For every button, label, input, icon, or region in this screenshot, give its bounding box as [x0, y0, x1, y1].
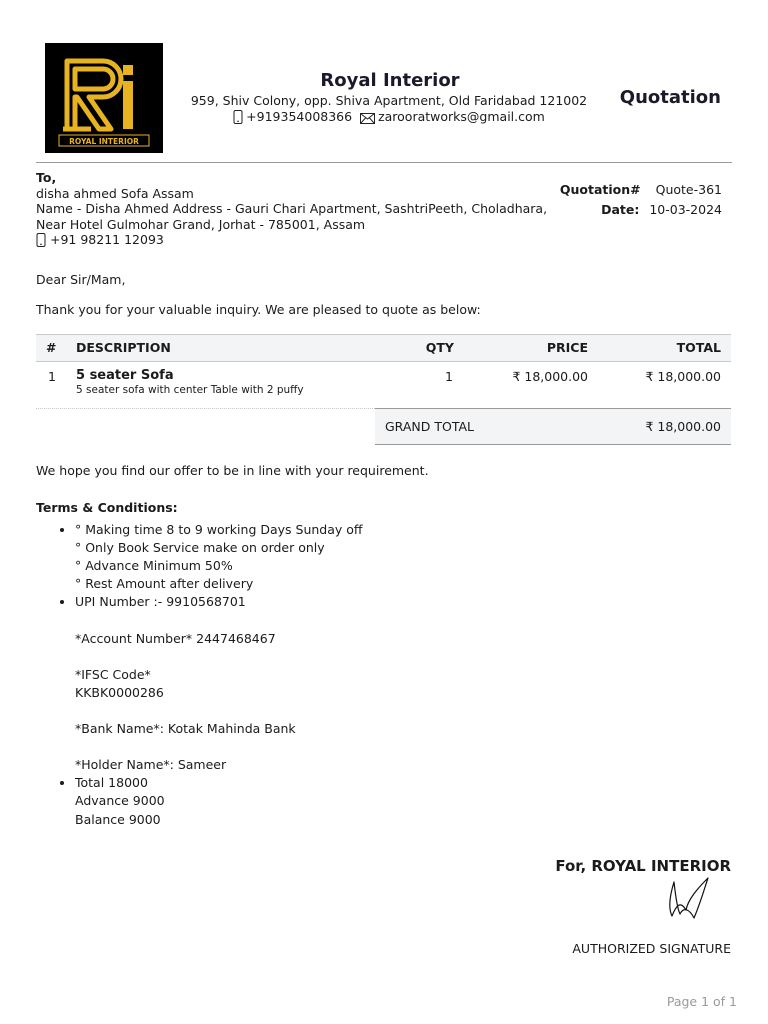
intro-text: Thank you for your valuable inquiry. We are pleased to quote as below:	[36, 302, 481, 317]
customer-phone: +91 98211 12093	[50, 232, 164, 247]
logo-wordmark: ROYAL INTERIOR	[69, 137, 139, 146]
column-header-price: PRICE	[546, 340, 588, 355]
item-title: 5 seater Sofa	[76, 368, 174, 383]
greeting: Dear Sir/Mam,	[36, 272, 126, 287]
company-email: zarooratworks@gmail.com	[378, 109, 545, 124]
items-table-header	[36, 334, 731, 362]
signature-image	[660, 870, 720, 925]
page-number: Page 1 of 1	[666, 994, 737, 1009]
term-line: • Total 18000	[75, 775, 148, 791]
company-name: Royal Interior	[320, 70, 460, 91]
company-phone: +919354008366	[246, 109, 353, 124]
contact-line	[180, 109, 598, 124]
term-line: KKBK0000286	[75, 684, 164, 700]
company-logo	[45, 43, 163, 153]
terms-list	[36, 521, 575, 829]
term-line: • ° Making time 8 to 9 working Days Sunday off	[75, 522, 363, 537]
date-value: 10-03-2024	[649, 202, 722, 217]
date-label: Date:	[601, 202, 640, 217]
header-divider	[36, 162, 732, 163]
term-line: *Account Number* 2447468467	[75, 630, 276, 646]
column-header-qty: QTY	[425, 340, 454, 355]
customer-name: disha ahmed Sofa Assam	[36, 185, 194, 201]
document-title: Quotation	[619, 87, 721, 108]
list-item	[75, 521, 575, 593]
mobile-phone-icon	[36, 233, 46, 247]
list-item	[75, 774, 575, 828]
term-line	[75, 611, 575, 629]
term-line: ° Advance Minimum 50%	[75, 558, 233, 574]
column-header-number: #	[46, 340, 57, 355]
term-line	[75, 702, 575, 720]
term-line: Balance 9000	[75, 811, 161, 827]
row-total: ₹ 18,000.00	[645, 369, 721, 384]
customer-phone-line	[36, 232, 547, 248]
grand-total-row	[375, 408, 731, 445]
item-description: 5 seater sofa with center Table with 2 puffy	[76, 384, 304, 396]
bill-to-block	[36, 170, 547, 248]
term-line: • UPI Number :- 9910568701	[75, 594, 246, 610]
closing-text: We hope you find our offer to be in line with your requirement.	[36, 463, 429, 478]
table-row	[36, 361, 731, 409]
term-line: *IFSC Code*	[75, 666, 151, 682]
term-line: ° Only Book Service make on order only	[75, 540, 325, 556]
terms-title: Terms & Conditions:	[36, 500, 178, 515]
quotation-meta	[560, 180, 722, 220]
list-item	[75, 593, 575, 774]
column-header-description: DESCRIPTION	[76, 340, 171, 355]
envelope-icon	[360, 113, 375, 124]
term-line: *Holder Name*: Sameer	[75, 757, 227, 773]
company-address: 959, Shiv Colony, opp. Shiva Apartment, Old Faridabad 121002	[190, 93, 588, 108]
term-line: Advance 9000	[75, 793, 165, 809]
row-price: ₹ 18,000.00	[512, 369, 588, 384]
term-line	[75, 738, 575, 756]
row-number: 1	[48, 369, 56, 384]
term-line: *Bank Name*: Kotak Mahinda Bank	[75, 721, 296, 737]
bill-to-label: To,	[36, 170, 57, 185]
mobile-phone-icon	[233, 110, 243, 124]
grand-total-label: GRAND TOTAL	[385, 419, 475, 434]
term-line: ° Rest Amount after delivery	[75, 576, 254, 592]
column-header-total: TOTAL	[676, 340, 721, 355]
customer-address-line1: Name - Disha Ahmed Address - Gauri Chari Apartment, SashtriPeeth, Choladhara,	[36, 201, 548, 216]
term-line	[75, 648, 575, 666]
grand-total-value: ₹ 18,000.00	[645, 419, 721, 434]
customer-address-line2: Near Hotel Gulmohar Grand, Jorhat - 785001, Assam	[36, 216, 366, 232]
for-company-label: For, ROYAL INTERIOR	[555, 857, 731, 875]
row-description	[76, 368, 304, 396]
row-qty: 1	[445, 369, 453, 384]
authorized-signature-label: AUTHORIZED SIGNATURE	[572, 941, 731, 956]
quote-number-label: Quotation#	[559, 182, 641, 197]
quote-number-value: Quote-361	[655, 182, 722, 197]
